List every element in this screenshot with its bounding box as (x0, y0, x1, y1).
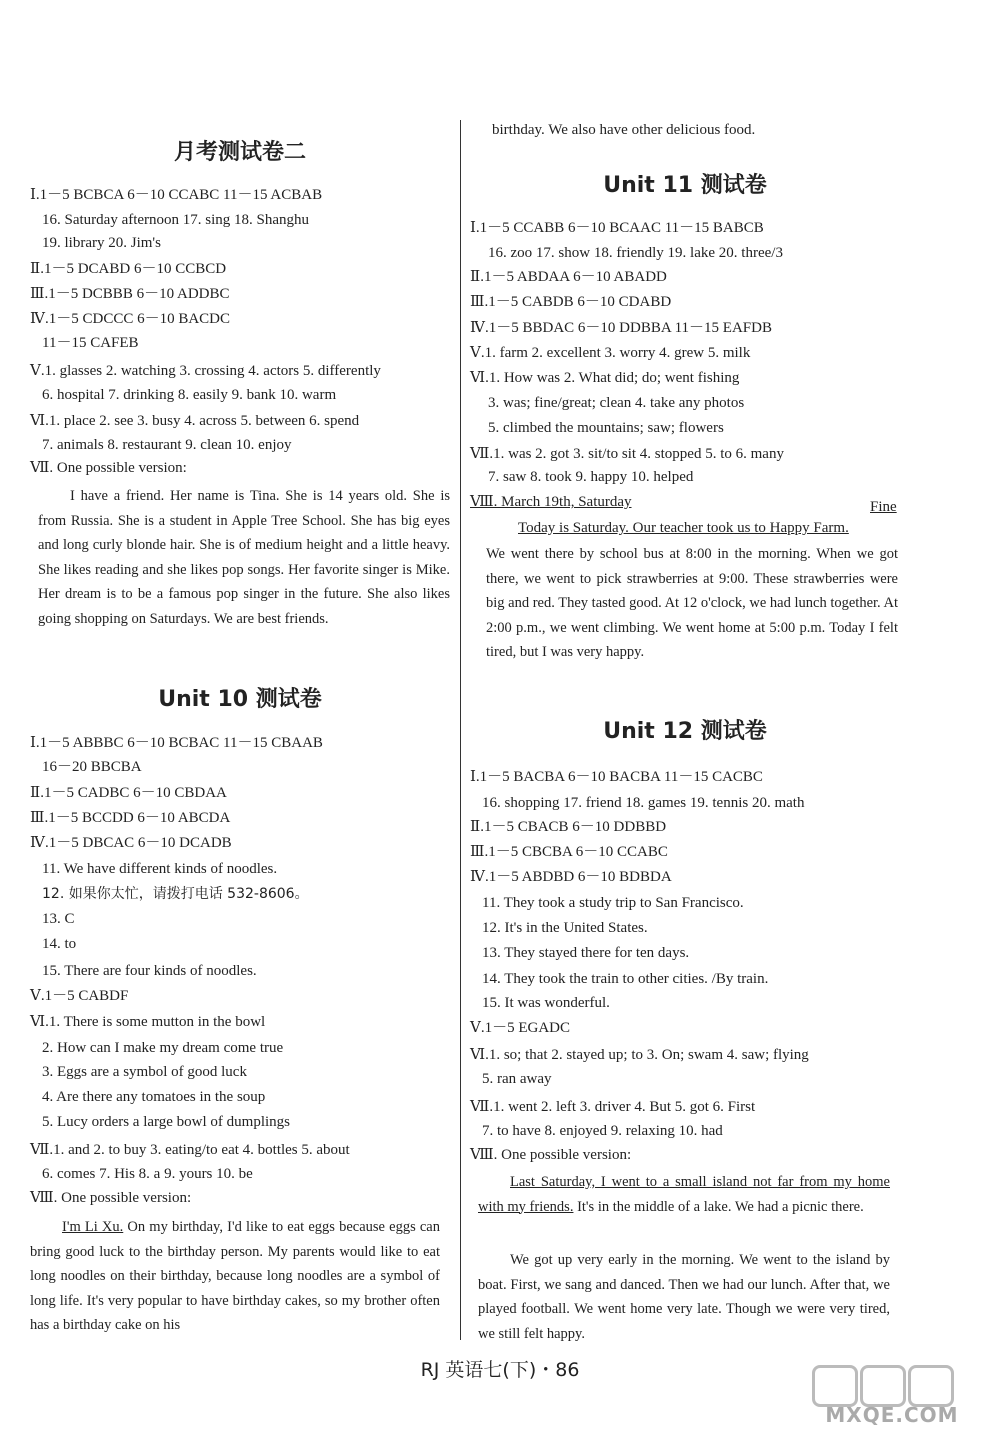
section-title-unit10: Unit 10 测试卷 (158, 687, 322, 712)
column-divider (460, 120, 461, 1340)
page-footer: RJ 英语七(下)・86 (420, 1359, 580, 1381)
answer-line: Ⅳ.1－5 DBCAC 6－10 DCADB (30, 835, 232, 851)
answer-line: 11. We have different kinds of noodles. (42, 861, 278, 877)
essay-text: It's in the middle of a lake. We had a picnic there. (573, 1198, 864, 1215)
essay-text: On my birthday, I'd like to eat eggs because eggs can bring good luck to the birthday person. My parents would like to eat long noodles on their birthday, because long noodles are a symbol of long life. It's very popular to have birthday cakes, so my brother often has a birthday cake on his (30, 1219, 440, 1334)
answer-line: 16. Saturday afternoon 17. sing 18. Shanghu (42, 212, 310, 228)
answer-line: Ⅴ.1. farm 2. excellent 3. worry 4. grew 5. milk (470, 345, 751, 361)
answer-line: 12. 如果你太忙，请拨打电话 532-8606。 (42, 886, 309, 902)
watermark-logo (802, 1365, 982, 1425)
essay-paragraph: We went there by school bus at 8:00 in the morning. When we got there, we went to pick strawberries at 9:00. These strawberries were big and red. They tasted good. At 12 o'clock, we had lunch together. At 2:00 p.m., we went climbing. We went home at 5:00 p.m. Today I felt tired, but I was very happy. (486, 546, 898, 661)
answer-line: Ⅲ.1－5 DCBBB 6－10 ADDBC (30, 286, 230, 302)
answer-line: 7. to have 8. enjoyed 9. relaxing 10. had (482, 1123, 723, 1139)
answer-line: Ⅶ.1. was 2. got 3. sit/to sit 4. stopped 5. to 6. many (470, 446, 784, 462)
answer-line: 4. Are there any tomatoes in the soup (42, 1089, 266, 1105)
answer-line: Ⅵ.1. so; that 2. stayed up; to 3. On; swam 4. saw; flying (470, 1047, 809, 1063)
answer-line: Ⅱ.1－5 ABDAA 6－10 ABADD (470, 269, 667, 285)
continued-text: birthday. We also have other delicious food. (492, 122, 756, 138)
answer-line: Ⅵ.1. How was 2. What did; do; went fishing (470, 370, 740, 386)
answer-line: 5. ran away (482, 1071, 552, 1087)
answer-line: 3. Eggs are a symbol of good luck (42, 1064, 247, 1080)
answer-line: 12. It's in the United States. (482, 920, 648, 936)
answer-line: 16－20 BBCBA (42, 759, 142, 775)
answer-line: Ⅶ.1. and 2. to buy 3. eating/to eat 4. bottles 5. about (30, 1142, 350, 1158)
answer-line: Ⅰ.1－5 ABBBC 6－10 BCBAC 11－15 CBAAB (30, 735, 323, 751)
answer-line: 5. Lucy orders a large bowl of dumplings (42, 1114, 291, 1130)
watermark-box-icon (860, 1365, 906, 1407)
answer-line: Ⅷ. One possible version: (470, 1147, 632, 1163)
answer-line: 14. to (42, 936, 77, 952)
answer-line: 11－15 CAFEB (42, 335, 139, 351)
section-title-monthly-test: 月考测试卷二 (173, 140, 306, 165)
section-title-unit12: Unit 12 测试卷 (603, 719, 767, 744)
section-title-unit11: Unit 11 测试卷 (603, 173, 767, 198)
answer-line: Ⅱ.1－5 DCABD 6－10 CCBCD (30, 261, 227, 277)
answer-line: Ⅳ.1－5 ABDBD 6－10 BDBDA (470, 869, 672, 885)
essay-paragraph: I have a friend. Her name is Tina. She is 14 years old. She is from Russia. She is a student in Apple Tree School. She has big eyes and long curly blonde hair. She is of medium height and a little heavy. She likes reading and she likes pop songs. Her favorite singer is Mike. Her dream is to be a famous pop singer in the future. She also likes going shopping on Saturdays. We are best friends. (38, 488, 450, 627)
watermark-box-icon (908, 1365, 954, 1407)
watermark-box-icon (812, 1365, 858, 1407)
answer-line: Ⅱ.1－5 CBACB 6－10 DDBBD (470, 819, 667, 835)
answer-line: 2. How can I make my dream come true (42, 1040, 284, 1056)
essay-paragraph (30, 1215, 440, 1338)
answer-line: 13. They stayed there for ten days. (482, 945, 690, 961)
answer-line: Ⅳ.1－5 BBDAC 6－10 DDBBA 11－15 EAFDB (470, 320, 772, 336)
underlined-phrase: Last Saturday, I went to a small island not far from my home with my friends. (478, 1174, 890, 1215)
answer-line: Ⅵ.1. There is some mutton in the bowl (30, 1014, 266, 1030)
answer-line: Ⅴ.1－5 EGADC (470, 1020, 570, 1036)
answer-line: 15. It was wonderful. (482, 995, 610, 1011)
answer-line: 14. They took the train to other cities. /By train. (482, 971, 769, 987)
answer-line: 6. hospital 7. drinking 8. easily 9. bank 10. warm (42, 387, 337, 403)
answer-line: Ⅲ.1－5 CABDB 6－10 CDABD (470, 294, 672, 310)
underlined-phrase: I'm Li Xu. (62, 1219, 124, 1235)
answer-line: Ⅷ. One possible version: (30, 1190, 192, 1206)
answer-line: Ⅲ.1－5 CBCBA 6－10 CCABC (470, 844, 668, 860)
answer-line: Ⅶ. One possible version: (30, 460, 187, 476)
watermark-text: MXQE.COM (825, 1403, 959, 1427)
answer-line: Ⅴ.1－5 CABDF (30, 988, 129, 1004)
answer-line: Ⅵ.1. place 2. see 3. busy 4. across 5. between 6. spend (30, 413, 360, 429)
answer-line: Ⅳ.1－5 CDCCC 6－10 BACDC (30, 311, 231, 327)
answer-line: Ⅶ.1. went 2. left 3. driver 4. But 5. got 6. First (470, 1099, 756, 1115)
answer-line: 16. zoo 17. show 18. friendly 19. lake 20. three/3 (488, 245, 783, 261)
essay-paragraph (478, 1170, 890, 1219)
answer-line: Ⅰ.1－5 BCBCA 6－10 CCABC 11－15 ACBAB (30, 187, 323, 203)
answer-line: Ⅴ.1. glasses 2. watching 3. crossing 4. actors 5. differently (30, 363, 381, 379)
answer-line: 7. animals 8. restaurant 9. clean 10. enjoy (42, 437, 292, 453)
essay-paragraph: We got up very early in the morning. We went to the island by boat. First, we sang and danced. Then we had our lunch. After that, we played football. We went home very late. Though we were very tired, we still felt happy. (478, 1252, 890, 1342)
answer-line: 3. was; fine/great; clean 4. take any photos (488, 395, 745, 411)
diary-weather: Fine (870, 499, 897, 515)
answer-line: 13. C (42, 911, 75, 927)
underlined-phrase: Today is Saturday. Our teacher took us to Happy Farm. (518, 520, 849, 536)
answer-line: 11. They took a study trip to San Francisco. (482, 895, 744, 911)
diary-date: Ⅷ. March 19th, Saturday (470, 494, 632, 510)
answer-line: 6. comes 7. His 8. a 9. yours 10. be (42, 1166, 253, 1182)
answer-line: 15. There are four kinds of noodles. (42, 963, 257, 979)
answer-line: 19. library 20. Jim's (42, 235, 161, 251)
answer-line: Ⅱ.1－5 CADBC 6－10 CBDAA (30, 785, 227, 801)
answer-line: Ⅰ.1－5 BACBA 6－10 BACBA 11－15 CACBC (470, 769, 763, 785)
answer-line: 5. climbed the mountains; saw; flowers (488, 420, 724, 436)
answer-line: Ⅰ.1－5 CCABB 6－10 BCAAC 11－15 BABCB (470, 220, 764, 236)
answer-line: 7. saw 8. took 9. happy 10. helped (488, 469, 694, 485)
answer-line: Ⅲ.1－5 BCCDD 6－10 ABCDA (30, 810, 231, 826)
answer-line: 16. shopping 17. friend 18. games 19. tennis 20. math (482, 795, 805, 811)
